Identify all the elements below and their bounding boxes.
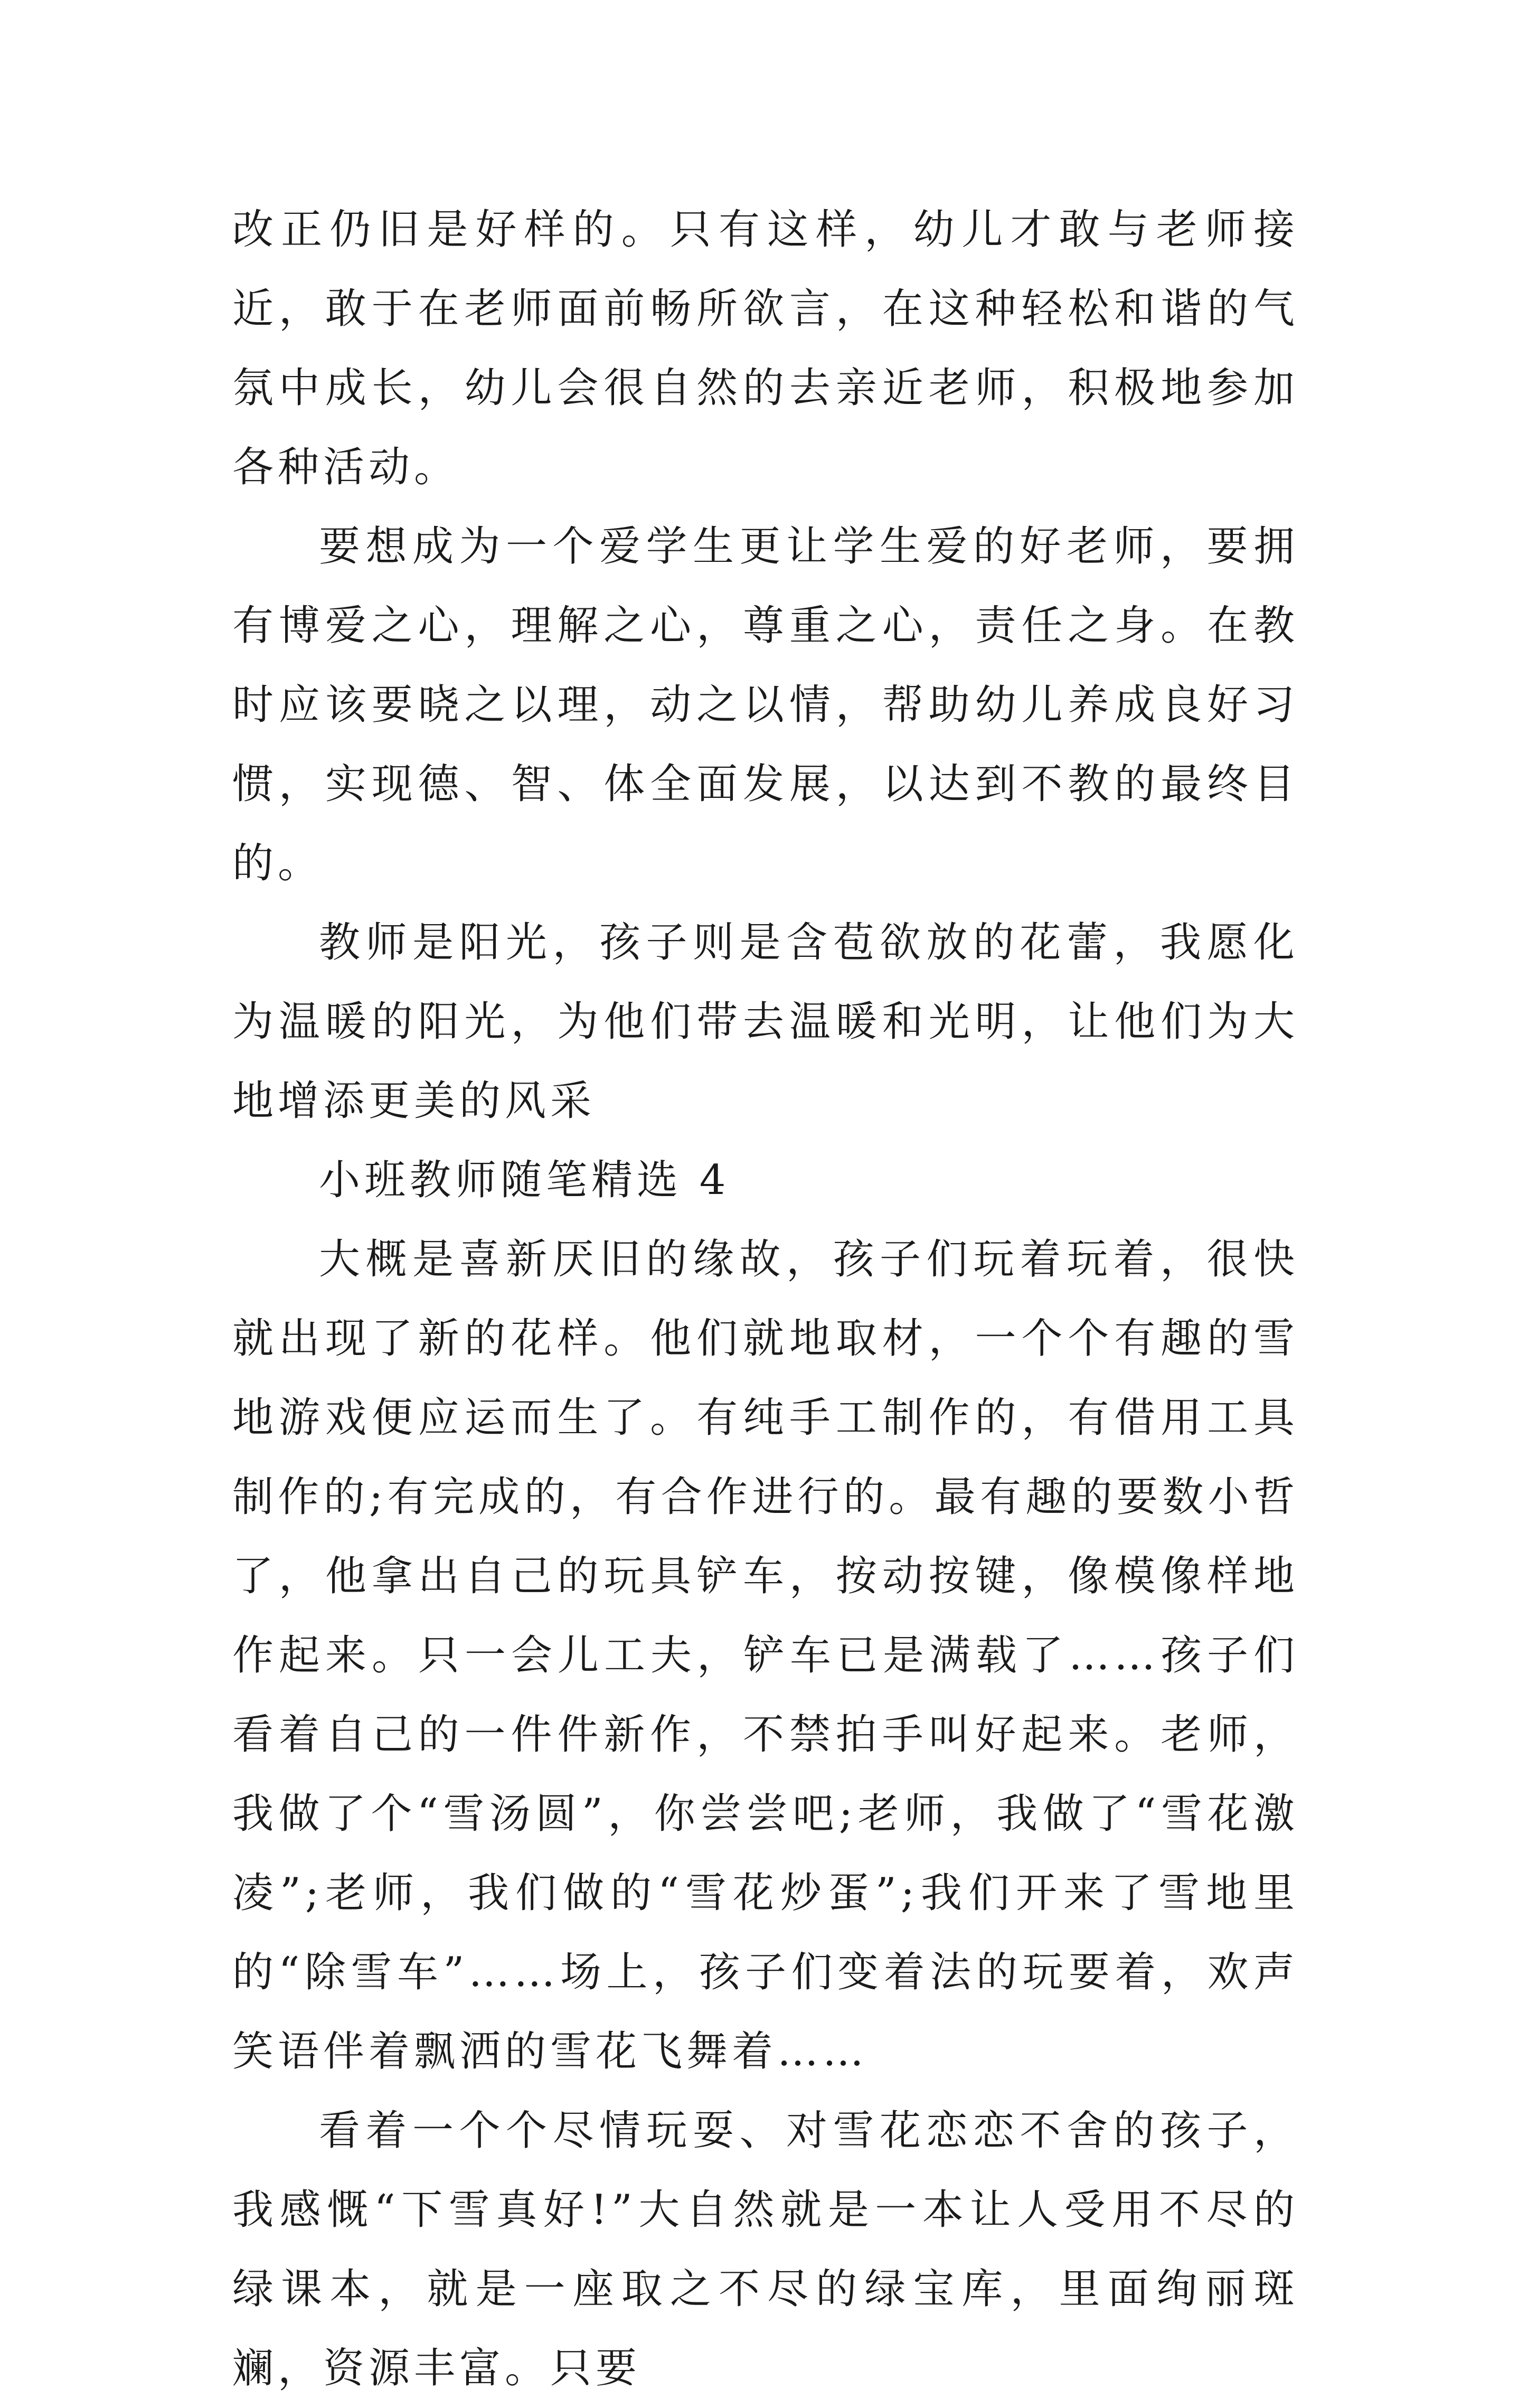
paragraph-5: 看着一个个尽情玩耍、对雪花恋恋不舍的孩子，我感慨“下雪真好!”大自然就是一本让人受用不尽的绿课本，就是一座取之不尽的绿宝库，里面绚丽斑斓，资源丰富。只要 — [232, 2107, 1299, 2392]
paragraph-4: 大概是喜新厌旧的缘故，孩子们玩着玩着，很快就出现了新的花样。他们就地取材，一个个有趣的雪地游戏便应运而生了。有纯手工制作的，有借用工具制作的;有完成的，有合作进行的。最有趣的要数小哲了，他拿出自己的玩具铲车，按动按键，像模像样地作起来。只一会儿工夫，铲车已是满载了……孩子们看着自己的一件件新作，不禁拍手叫好起来。老师，我做了个“雪汤圆”，你尝尝吧;老师，我做了“雪花激凌”;老师，我们做的“雪花炒蛋”;我们开来了雪地里的“除雪车”……场上，孩子们变着法的玩要着，欢声笑语伴着飘洒的雪花飞舞着…… — [232, 1236, 1299, 2075]
paragraph-1: 改正仍旧是好样的。只有这样，幼儿才敢与老师接近，敢于在老师面前畅所欲言，在这种轻松和谐的气氛中成长，幼儿会很自然的去亲近老师，积极地参加各种活动。 — [232, 206, 1299, 491]
paragraph-2: 要想成为一个爱学生更让学生爱的好老师，要拥有博爱之心，理解之心，尊重之心，责任之身。在教时应该要晓之以理，动之以情，帮助幼儿养成良好习惯，实现德、智、体全面发展，以达到不教的最终目的。 — [232, 523, 1299, 887]
paragraph-3: 教师是阳光，孩子则是含苞欲放的花蕾，我愿化为温暖的阳光，为他们带去温暖和光明，让他们为大地增添更美的风采 — [232, 919, 1299, 1125]
document-body — [232, 190, 1299, 2408]
section-heading: 小班教师随笔精选 4 — [319, 1156, 730, 1204]
